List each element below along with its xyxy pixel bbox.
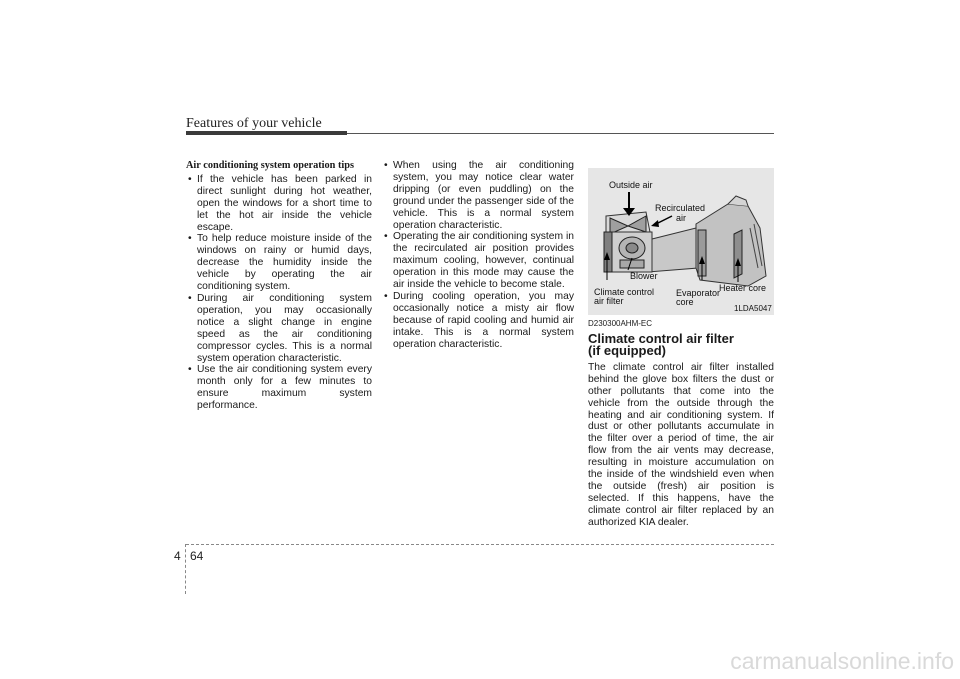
- page-number: 64: [190, 549, 204, 563]
- label-blower: Blower: [630, 271, 658, 281]
- tip-item: • During air conditioning system operation, you may occasionally notice a slight change in engine speed as the air conditioning compressor cycles. This is a normal system operation characteristic.: [186, 293, 372, 364]
- label-climate-control-air-filter-2: air filter: [594, 296, 624, 306]
- chapter-number: 4: [174, 549, 181, 563]
- tips-column-right: [382, 160, 574, 351]
- tip-item: • To help reduce moisture inside of the windows on rainy or humid days, decrease the humidity inside the vehicle by operating the air conditioning system.: [186, 233, 372, 293]
- section-title: [588, 330, 774, 359]
- label-evaporator-core-2: core: [676, 297, 694, 307]
- tip-item: • During cooling operation, you may occasionally notice a misty air flow because of rapid cooling and humid air intake. This is a normal system operation characteristic.: [382, 291, 574, 351]
- watermark: carmanualsonline.info: [730, 648, 954, 674]
- hvac-diagram: [588, 168, 774, 315]
- air-filter-section: [588, 318, 774, 529]
- section-body: The climate control air filter installed behind the glove box filters the dust or other pollutants that come into the vehicle from the outside through the heating and air conditioning system. If dust or other pollutants accumulate in the filter over a period of time, the air flow from the air vents may decrease, resulting in moisture accumulation on the inside of the windshield even when the outside (fresh) air position is selected. If this happens, have the climate control air filter replaced by an authorized KIA dealer.: [588, 361, 774, 528]
- footer-divider: [185, 544, 186, 594]
- tip-item: • Operating the air conditioning system in the recirculated air position provides maximum cooling, however, continual operation in this mode may cause the air inside the vehicle to become stale.: [382, 231, 574, 291]
- figure-code: 1LDA5047: [734, 304, 772, 313]
- label-outside-air: Outside air: [609, 180, 653, 190]
- header-rule-thick: [186, 131, 347, 135]
- label-climate-control-air-filter: Climate control: [594, 287, 655, 297]
- label-recirculated-air-2: air: [676, 213, 687, 223]
- header-rule-thin: [347, 133, 774, 134]
- tip-item: • Use the air conditioning system every month only for a few minutes to ensure maximum system performance.: [186, 364, 372, 412]
- section-title-line: Climate control air filter: [588, 330, 734, 346]
- tips-heading: Air conditioning system operation tips: [186, 160, 355, 171]
- page-header-title: Features of your vehicle: [186, 116, 322, 131]
- label-evaporator-core: Evaporator: [676, 288, 721, 298]
- label-heater-core: Heater core: [719, 283, 767, 293]
- tips-list-left: [186, 174, 372, 412]
- section-title-line: (if equipped): [588, 343, 666, 359]
- tip-item: • If the vehicle has been parked in direct sunlight during hot weather, open the windows for a short time to let the hot air inside the vehicle escape.: [186, 174, 372, 234]
- tip-item: • When using the air conditioning system, you may notice clear water dripping (or even puddling) on the ground under the passenger side of the vehicle. This is a normal system operation characteristic.: [382, 160, 574, 231]
- footer-rule: [186, 544, 774, 545]
- section-code: D230300AHM-EC: [588, 319, 653, 328]
- tips-column-left: [186, 160, 372, 412]
- tips-list-right: [382, 160, 574, 351]
- label-recirculated-air: Recirculated: [655, 203, 706, 213]
